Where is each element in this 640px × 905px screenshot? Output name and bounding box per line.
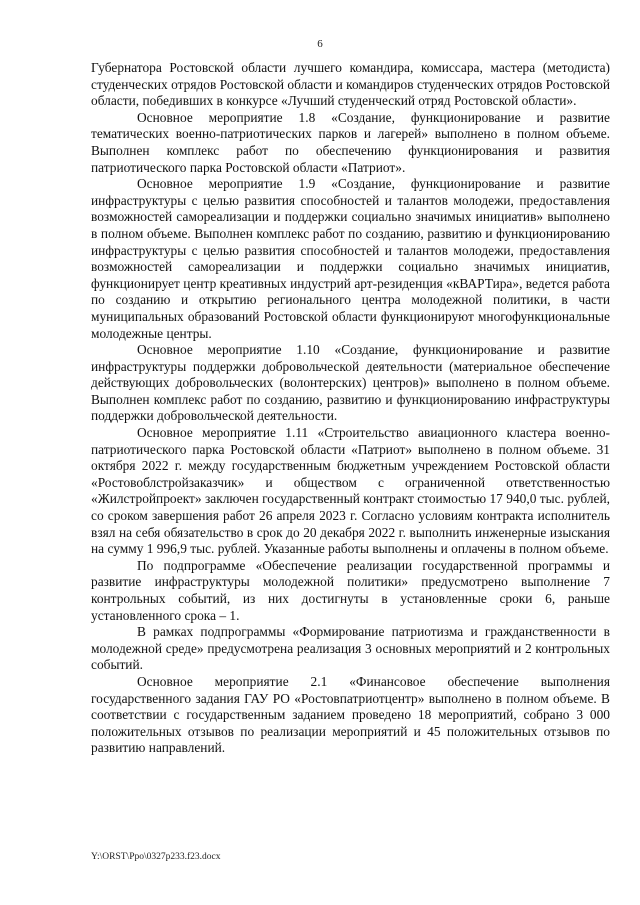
footer-file-path: Y:\ORST\Ppo\0327p233.f23.docx <box>91 852 221 862</box>
page-number: 6 <box>317 38 323 50</box>
paragraph-5: Основное мероприятие 1.11 «Строительство авиационного кластера военно-патриотического парка Ростовской области «Патриот» выполнено в полном объеме. 31 октября 2022 г. между государственным бюджетным учреждением Ростовской области «Ростовоблстройзаказчик» и обществом с ограниченной ответственностью «Жилстройпроект» заключен государственный контракт стоимостью 17 940,0 тыс. рублей, со сроком завершения работ 26 апреля 2023 г. Согласно условиям контракта исполнитель взял на себя обязательство в срок до 20 декабря 2022 г. выполнить инженерные изыскания на сумму 1 996,9 тыс. рублей. Указанные работы выполнены и оплачены в полном объеме. <box>91 425 610 557</box>
paragraph-3: Основное мероприятие 1.9 «Создание, функционирование и развитие инфраструктуры с целью развития способностей и талантов молодежи, предоставления возможностей самореализации и поддержки социально значимых инициатив» выполнено в полном объеме. Выполнен комплекс работ по созданию, развитию и функционированию инфраструктуры с целью развития способностей и талантов молодежи, предоставления возможностей самореализации и поддержки социально значимых инициатив, функционирует центр креативных индустрий арт-резиденция «кВАРТира», ведется работа по созданию и открытию регионального центра молодежной политики, в части муниципальных образований Ростовской области функционируют многофункциональные молодежные центры. <box>91 176 610 341</box>
paragraph-6: По подпрограмме «Обеспечение реализации государственной программы и развитие инфраструктуры молодежной политики» предусмотрено выполнение 7 контрольных событий, из них достигнуты в установленные сроки 6, раньше установленного срока – 1. <box>91 557 610 623</box>
paragraph-4: Основное мероприятие 1.10 «Создание, функционирование и развитие инфраструктуры поддержки добровольческой деятельности (материальное обеспечение действующих добровольческих (волонтерских) центров)» выполнено в полном объеме. Выполнен комплекс работ по созданию, развитию и функционированию инфраструктуры поддержки добровольческой деятельности. <box>91 342 610 424</box>
paragraph-1: Губернатора Ростовской области лучшего командира, комиссара, мастера (методиста) студенческих отрядов Ростовской области и командиров студенческих отрядов Ростовской области, победивших в конкурсе «Лучший студенческий отряд Ростовской области». <box>91 60 610 109</box>
paragraph-7: В рамках подпрограммы «Формирование патриотизма и гражданственности в молодежной среде» предусмотрена реализация 3 основных мероприятий и 2 контрольных событий. <box>91 624 610 673</box>
document-body <box>91 60 610 757</box>
paragraph-8: Основное мероприятие 2.1 «Финансовое обеспечение выполнения государственного задания ГАУ РО «Ростовпатриотцентр» выполнено в полном объеме. В соответствии с государственным заданием проведено 18 мероприятий, собрано 3 000 положительных отзывов по реализации мероприятий и 45 положительных отзывов по развитию направлений. <box>91 673 610 756</box>
paragraph-2: Основное мероприятие 1.8 «Создание, функционирование и развитие тематических военно-патриотических парков и лагерей» выполнено в полном объеме. Выполнен комплекс работ по обеспечению функционирования и развития патриотического парка Ростовской области «Патриот». <box>91 109 610 175</box>
